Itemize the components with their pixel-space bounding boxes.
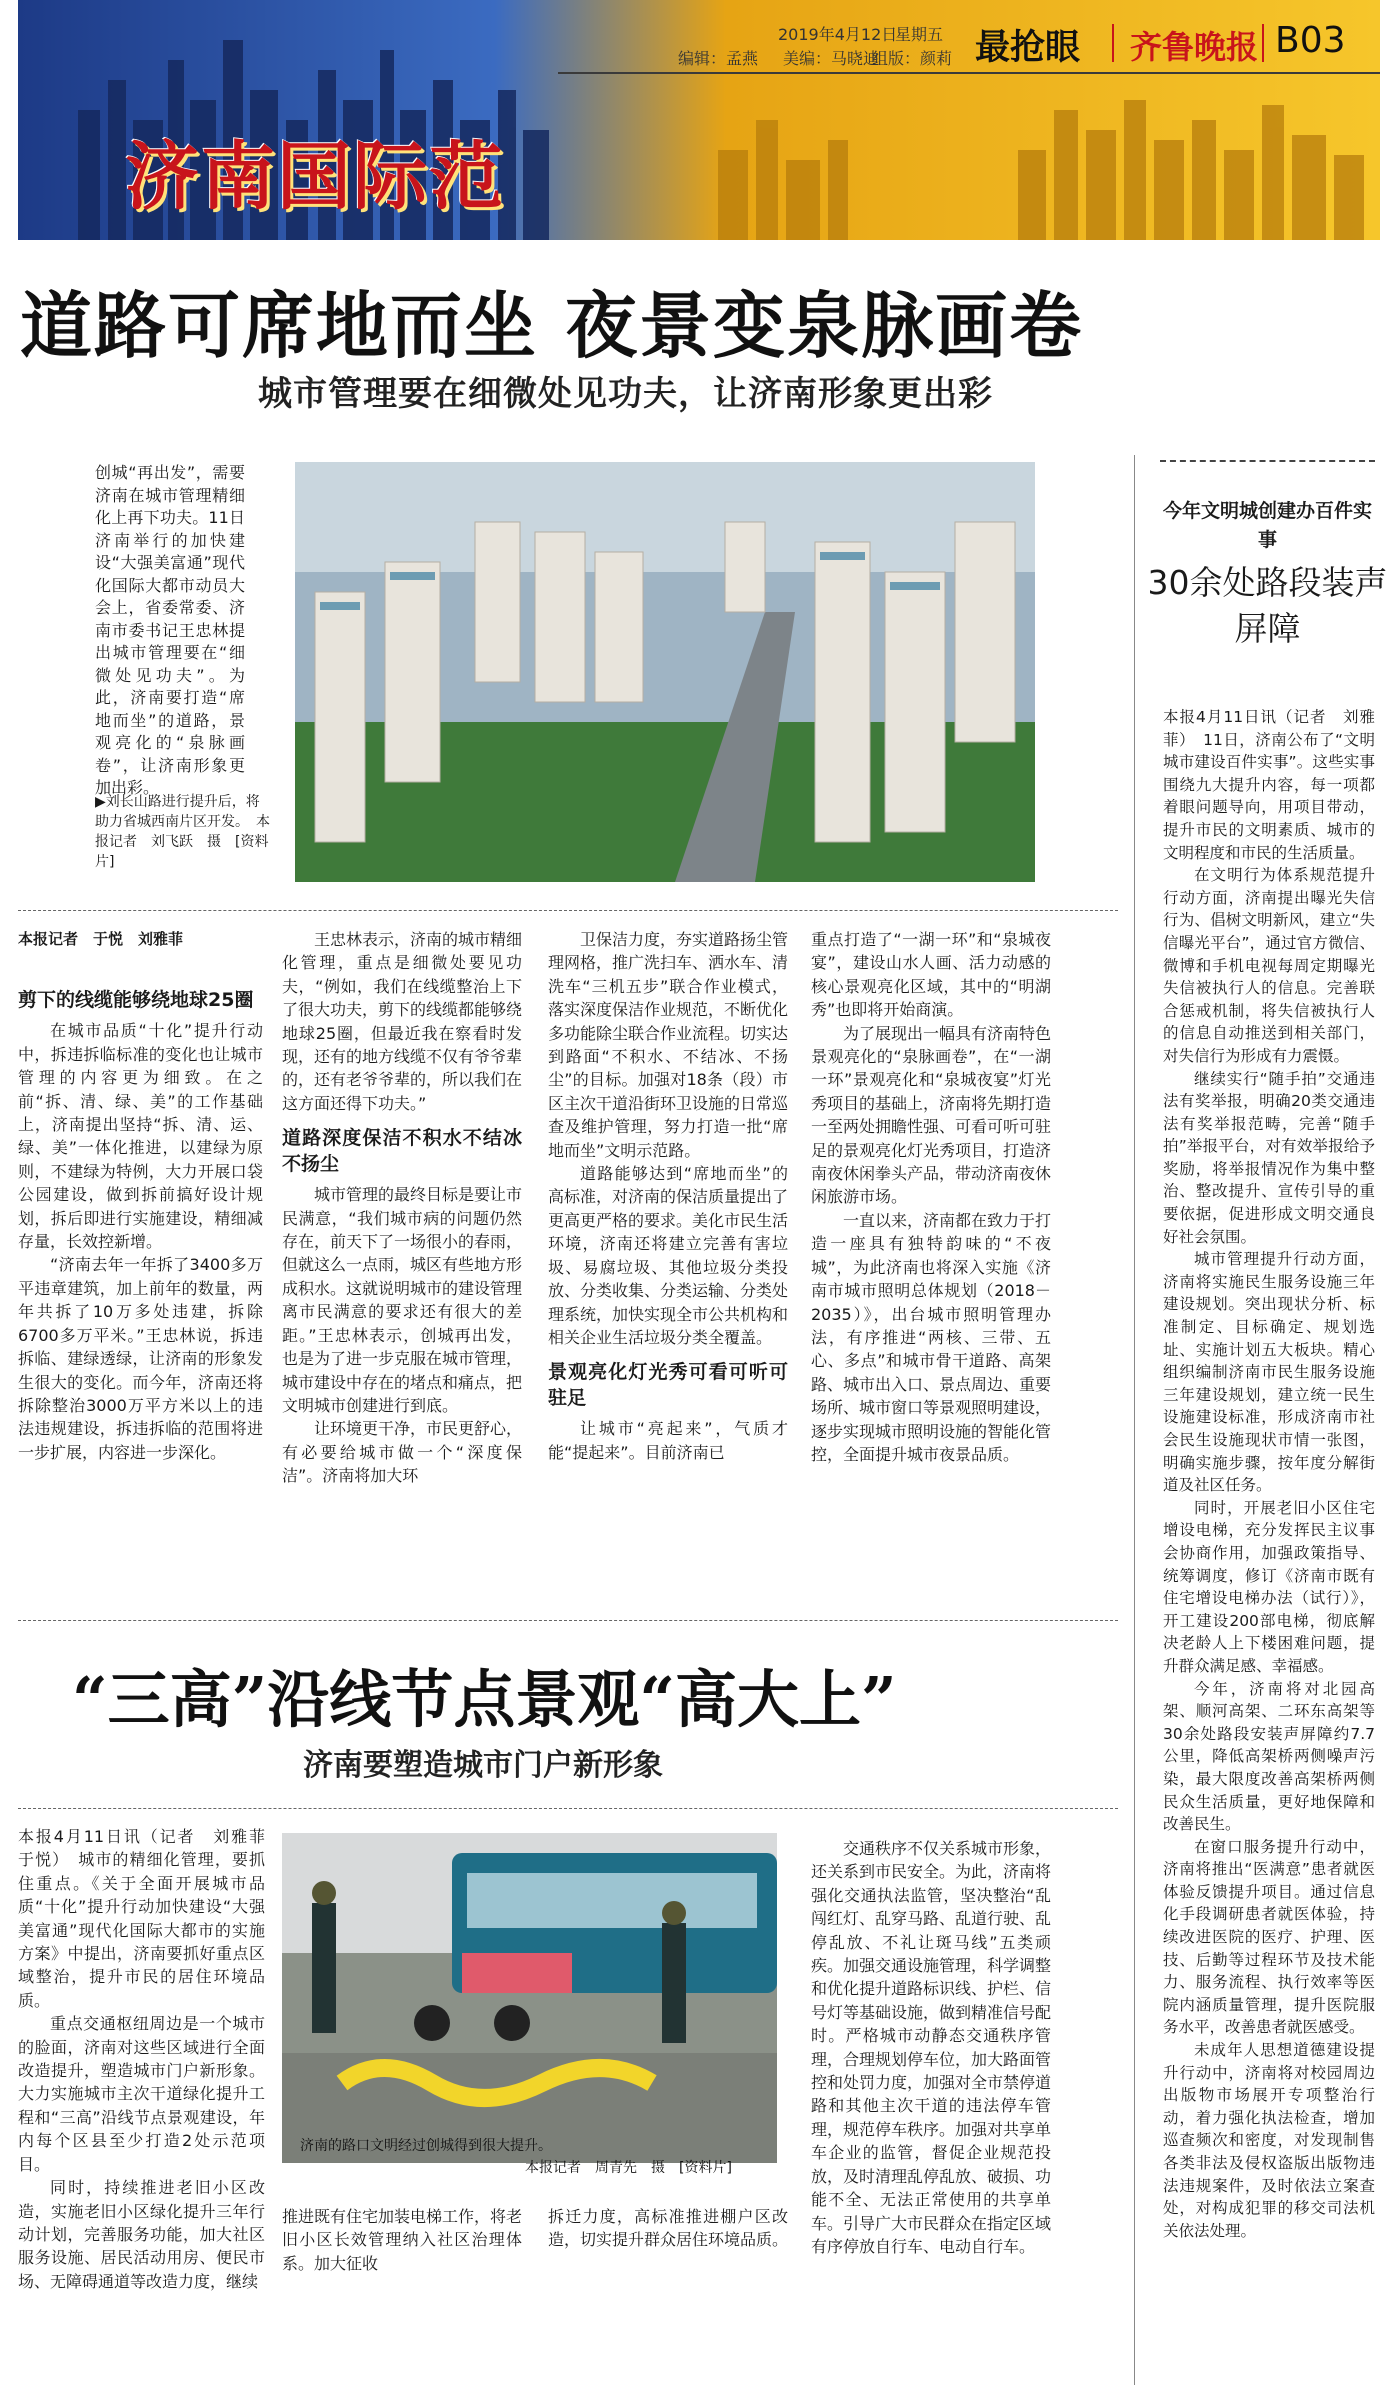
divider: [18, 1620, 1118, 1621]
paragraph: 今年，济南将对北园高架、顺河高架、二环东高架等30余处路段安装声屏障约7.7公里，降低高架桥两侧噪声污染，最大限度改善高架桥两侧民众生活质量，更好地保障和改善民生。: [1163, 1679, 1375, 1834]
article-column-4: [811, 928, 1051, 1466]
paragraph: 重点打造了“一湖一环”和“泉城夜宴”，建设山水人画、活力动感的核心景观亮化区域，其中的“明湖秀”也即将开始商演。: [811, 930, 1051, 1020]
article2-column-2: [282, 2205, 522, 2275]
paragraph: 卫保洁力度，夯实道路扬尘管理网格，推广洗扫车、洒水车、清洗车“三机五步”联合作业模式，落实深度保洁作业规范，不断优化多功能除尘联合作业流程。切实达到路面“不积水、不结冰、不扬尘”的目标。加强对18条（段）市区主次干道沿街环卫设施的日常巡查及维护管理，努力打造一批“席地而坐”文明示范路。: [548, 930, 789, 1160]
subheading: 道路深度保洁不积水不结冰不扬尘: [282, 1127, 522, 1176]
column-rule: [1134, 455, 1135, 2385]
sidebar-kicker: 今年文明城创建办百件实事: [1162, 500, 1372, 551]
article-column-1: [18, 928, 263, 1464]
designer-credit: 美编：马晓迪: [783, 49, 880, 68]
section-banner-title: 济南国际范: [125, 134, 505, 220]
photo2-caption: 济南的路口文明经过创城得到很大提升。: [300, 2138, 552, 2154]
main-subheadline: 城市管理要在细微处见功夫，让济南形象更出彩: [258, 374, 993, 414]
header-divider: [1262, 24, 1264, 62]
paragraph: 在窗口服务提升行动中，济南将推出“医满意”患者就医体验反馈提升项目。通过信息化手段调研患者就医体验，持续改进医院的医疗、护理、医技、后勤等过程环节及技术能力、服务流程、执行效率等医院内涵质量管理，提升医院服务水平，改善患者就医感受。: [1163, 1837, 1375, 2037]
second-headline: “三高”沿线节点景观“高大上”: [72, 1663, 897, 1736]
byline: 本报记者 于悦 刘雅菲: [18, 930, 184, 948]
article2-column-1: [18, 1825, 282, 2293]
sidebar-headline: 30余处路段装声屏障: [1147, 563, 1388, 648]
sidebar-body: [1163, 706, 1375, 2242]
article-column-2: [282, 928, 522, 1488]
paragraph: 为了展现出一幅具有济南特色景观亮化的“泉脉画卷”，在“一湖一环”景观亮化和“泉城夜宴”灯光秀项目的基础上，济南将先期打造一至两处拥瞻性强、可看可听可驻足的景观亮化灯光秀项目，打造济南夜休闲拳头产品，带动济南夜休闲旅游市场。: [811, 1023, 1052, 1207]
paragraph: 本报4月11日讯（记者 刘雅菲 于悦） 城市的精细化管理，要抓住重点。《关于全面开展城市品质“十化”提升行动加快建设“大强美富通”现代化国际大都市的实施方案》中提出，济南要抓好重点区域整治，提升市民的居住环境品质。: [18, 1827, 282, 2010]
main-headline: 道路可席地而坐 夜景变泉脉画卷: [20, 283, 1084, 368]
photo-caption: ▶刘长山路进行提升后，将助力省城西南片区开发。 本报记者 刘飞跃 摄 [资料片]: [95, 794, 270, 870]
paragraph: 让城市“亮起来”，气质才能“提起来”。目前济南已: [548, 1419, 788, 1462]
paragraph: 让环境更干净，市民更舒心，有必要给城市做一个“深度保洁”。济南将加大环: [282, 1419, 523, 1486]
article-lead: 创城“再出发”，需要济南在城市管理精细化上再下功夫。11日济南举行的加快建设“大强美富通”现代化国际大都市动员大会上，省委常委、济南市委书记王忠林提出城市管理要在“细微处见功夫”。为此，济南要打造“席地而坐”的道路，景观亮化的“泉脉画卷”，让济南形象更加出彩。: [95, 463, 245, 797]
paragraph: 同时，持续推进老旧小区改造，实施老旧小区绿化提升三年行动计划，完善服务功能，加大社区服务设施、居民活动用房、便民市场、无障碍通道等改造力度，继续: [18, 2178, 265, 2291]
paragraph: 城市管理的最终目标是要让市民满意，“我们城市病的问题仍然存在，前天下了一场很小的春雨，但就这么一点雨，城区有些地方形成积水。这就说明城市的建设管理离市民满意的要求还有很大的差距。”王忠林表示，创城再出发，也是为了进一步克服在城市管理，城市建设中存在的堵点和痛点，把文明城市创建进行到底。: [282, 1185, 523, 1415]
divider: [18, 1808, 1118, 1809]
sidebar-rule: [1160, 460, 1375, 462]
paragraph: 未成年人思想道德建设提升行动中，济南将对校园周边出版物市场展开专项整治行动，着力强化执法检查，增加巡查频次和密度，对发现制售各类非法及侵权盗版出版物违法违规案件，及时依法立案查处，对构成犯罪的移交司法机关依法处理。: [1163, 2041, 1375, 2240]
editor-credit: 编辑：孟燕: [678, 49, 759, 68]
header-divider: [1112, 24, 1114, 62]
paragraph: 继续实行“随手拍”交通违法有奖举报，明确20类交通违法有奖举报范畴，完善“随手拍”举报平台，对有效举报给予奖励，将举报情况作为集中整治、整改提升、宣传引导的重要依据，促进形成文明交通良好社会氛围。: [1163, 1069, 1375, 1246]
paragraph: 城市管理提升行动方面，济南将实施民生服务设施三年建设规划。突出现状分析、标准制定、目标确定、规划选址、实施计划五大板块。精心组织编制济南市民生服务设施三年建设规划，建立统一民生设施建设标准，形成济南市社会民生设施现状市情一张图，明确实施步骤，按年度分解街道及社区任务。: [1163, 1250, 1375, 1495]
page-number: B03: [1275, 20, 1346, 61]
newspaper-logo: 齐鲁晚报: [1130, 28, 1259, 66]
issue-date: 2019年4月12日: [778, 25, 898, 44]
article2-column-4: [811, 1837, 1051, 2258]
issue-weekday: 星期五: [895, 25, 944, 44]
subheading: 剪下的线缆能够绕地球25圈: [18, 989, 254, 1012]
paragraph: 同时，开展老旧小区住宅增设电梯，充分发挥民主议事会协商作用，加强政策指导、统筹调度，修订《济南市既有住宅增设电梯办法（试行）》，开工建设200部电梯，彻底解决老龄人上下楼困难问题，提升群众满足感、幸福感。: [1163, 1498, 1375, 1675]
paragraph: 在城市品质“十化”提升行动中，拆违拆临标准的变化也让城市管理的内容更为细致。在之前“拆、清、绿、美”的工作基础上，济南提出坚持“拆、清、运、绿、美”一体化推进，以建绿为原则，不建绿为特例，大力开展口袋公园建设，做到拆前搞好设计规划，拆后即进行实施建设，精细减存量，长效控新增。: [18, 1021, 263, 1252]
paragraph: 在文明行为体系规范提升行动方面，济南提出曝光失信行为、倡树文明新风，建立“失信曝光平台”，通过官方微信、微博和手机电视每周定期曝光失信被执行人的信息。完善联合惩戒机制，将失信被执行人的信息自动推送到相关部门，对失信行为形成有力震慑。: [1163, 866, 1375, 1065]
section-name: 最抢眼: [975, 28, 1081, 68]
paragraph: 推进既有住宅加装电梯工作，将老旧小区长效管理纳入社区治理体系。加大征收: [282, 2207, 523, 2273]
second-subheadline: 济南要塑造城市门户新形象: [303, 1748, 663, 1783]
article2-column-3: [548, 2205, 788, 2252]
paragraph: 本报4月11日讯（记者 刘雅菲） 11日，济南公布了“文明城市建设百件实事”。这些实事围绕九大提升内容，每一项都着眼问题导向，用项目带动，提升市民的文明素质、城市的文明程度和市民的生活质量。: [1163, 708, 1375, 862]
paragraph: “济南去年一年拆了3400多万平违章建筑，加上前年的数量，两年共拆了10万多处违建，拆除6700多万平米。”王忠林说，拆违拆临、建绿透绿，让济南的形象发生很大的变化。而今年，济南还将拆除整治3000万平方米以上的违法违规建设，拆违拆临的范围将进一步扩展，内容进一步深化。: [18, 1255, 263, 1462]
photo2-credit: 本报记者 周青先 摄 [资料片]: [525, 2160, 732, 2176]
typesetter-credit: 组版：颜莉: [872, 49, 953, 68]
paragraph: 拆迁力度，高标准推进棚户区改造，切实提升群众居住环境品质。: [548, 2207, 789, 2250]
article-column-3: [548, 928, 788, 1464]
city-aerial-photo: [295, 462, 1035, 882]
divider: [18, 910, 1118, 911]
paragraph: 一直以来，济南都在致力于打造一座具有独特韵味的“不夜城”，为此济南也将深入实施《济南市城市照明总体规划（2018－2035）》，出台城市照明管理办法，有序推进“两核、三带、五心、多点”和城市骨干道路、高架路、城市出入口、景点周边、重要场所、城市窗口等景观照明建设，逐步实现城市照明设施的智能化管控，全面提升城市夜景品质。: [811, 1210, 1052, 1464]
paragraph: 王忠林表示，济南的城市精细化管理，重点是细微处要见功夫，“例如，我们在线缆整治上下了很大功夫，剪下的线缆都能够绕地球25圈，但最近我在察看时发现，还有的地方线缆不仅有爷爷辈的，还有老爷爷辈的，所以我们在这方面还得下功夫。”: [282, 930, 523, 1113]
paragraph: 重点交通枢纽周边是一个城市的脸面，济南对这些区域进行全面改造提升，塑造城市门户新形象。大力实施城市主次干道绿化提升工程和“三高”沿线节点景观建设，年内每个区县至少打造2处示范项目。: [18, 2014, 265, 2174]
subheading: 景观亮化灯光秀可看可听可驻足: [548, 1361, 788, 1410]
paragraph: 交通秩序不仅关系城市形象，还关系到市民安全。为此，济南将强化交通执法监管，坚决整治“乱闯红灯、乱穿马路、乱道行驶、乱停乱放、不礼让斑马线”五类顽疾。加强交通设施管理，科学调整和优化提升道路标识线、护栏、信号灯等基础设施，做到精准信号配时。严格城市动静态交通秩序管理，合理规划停车位，加大路面管控和处罚力度，加强对全市禁停道路和其他主次干道的违法停车管理，规范停车秩序。加强对共享单车企业的监管，督促企业规范投放，及时清理乱停乱放、破损、功能不全、无法正常使用的共享单车。引导广大市民群众在指定区域有序停放自行车、电动自行车。: [811, 1839, 1052, 2256]
traffic-officers-photo: [282, 1833, 777, 2163]
paragraph: 道路能够达到“席地而坐”的高标准，对济南的保洁质量提出了更高更严格的要求。美化市民生活环境，济南还将建立完善有害垃圾、易腐垃圾、其他垃圾分类投放、分类收集、分类运输、分类处理系统，加快实现全市公共机构和相关企业生活垃圾分类全覆盖。: [548, 1164, 789, 1347]
